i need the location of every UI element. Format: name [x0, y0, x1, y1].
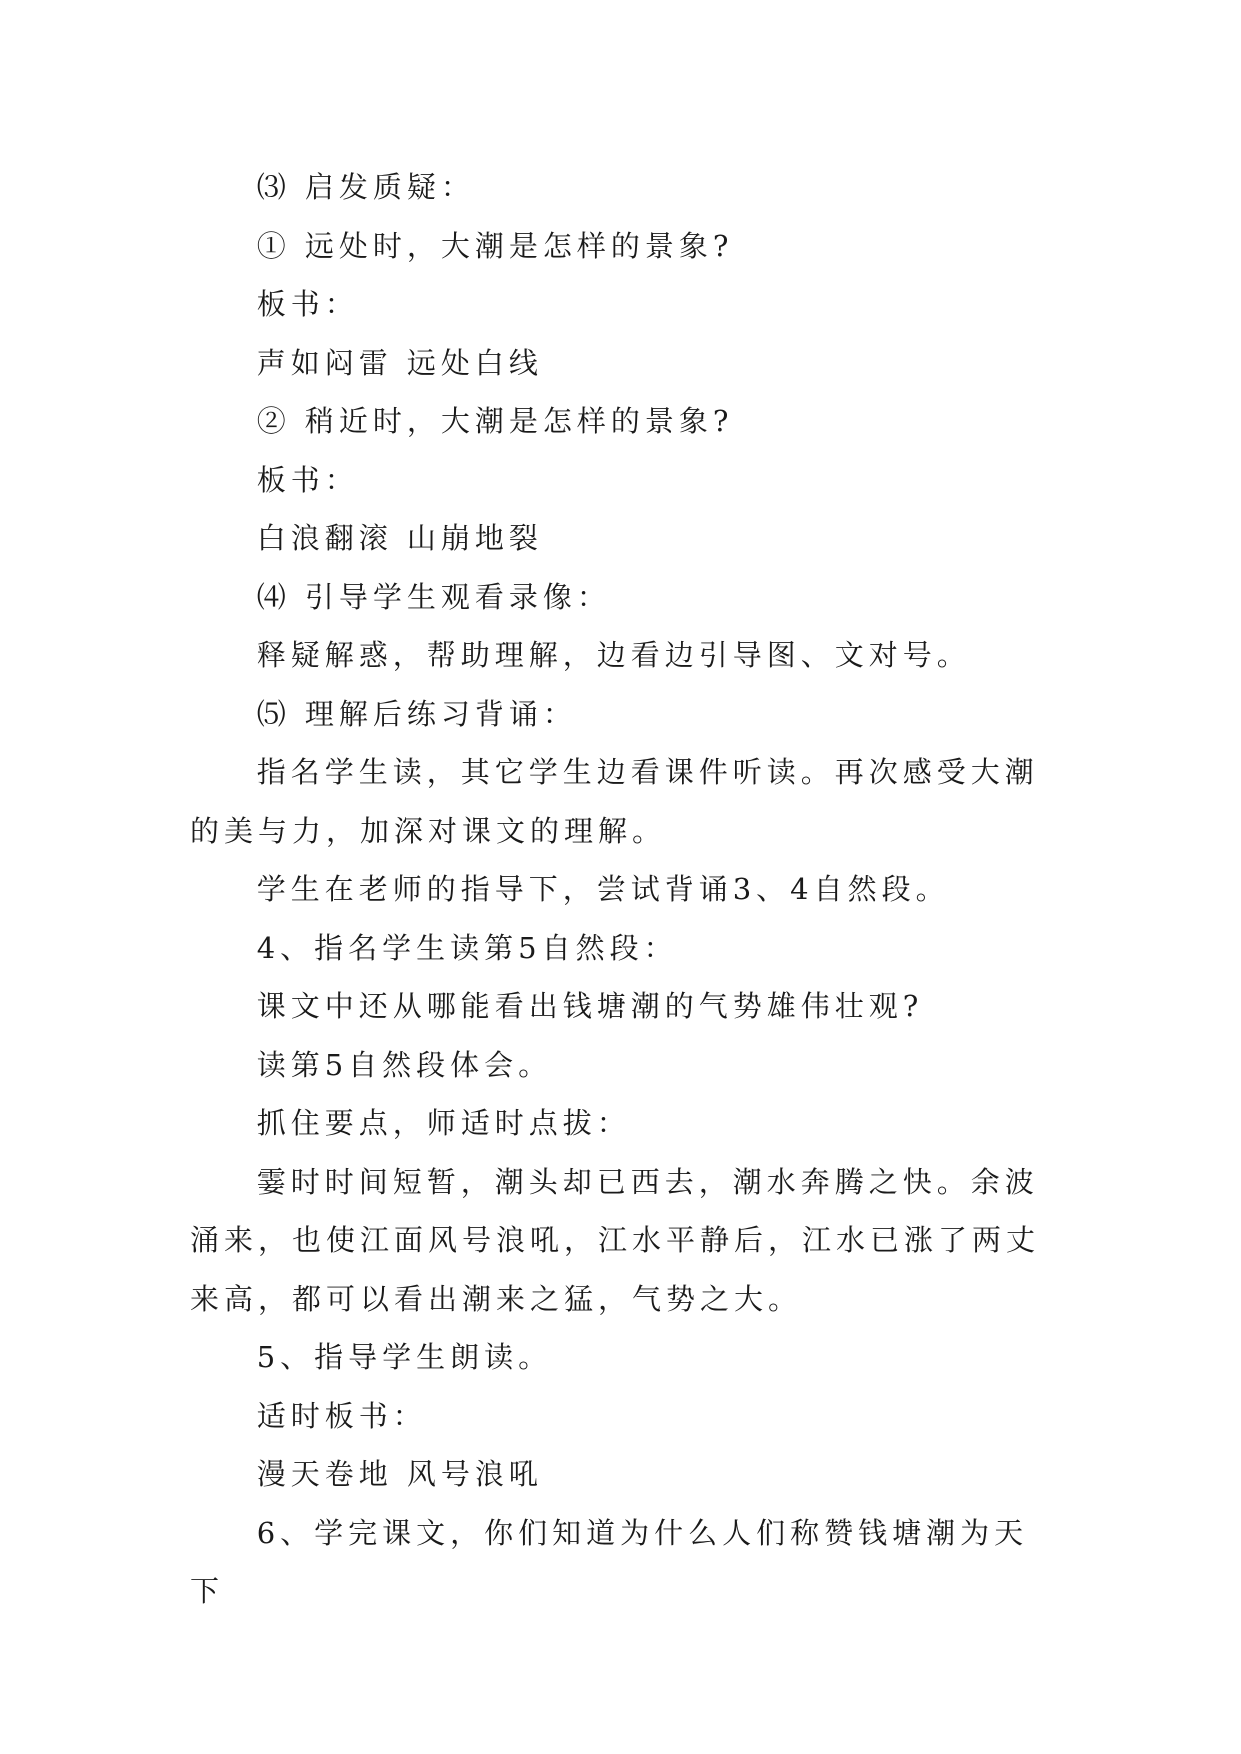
document-body	[190, 158, 1060, 1621]
paragraph: 5、指导学生朗读。	[256, 1340, 553, 1374]
paragraph: ① 远处时，大潮是怎样的景象?	[256, 228, 734, 263]
paragraph: ⑸ 理解后练习背诵：	[256, 696, 577, 731]
paragraph: 白浪翻滚 山崩地裂	[256, 521, 543, 555]
paragraph: 漫天卷地 风号浪吼	[256, 1457, 543, 1491]
paragraph: 板书：	[256, 287, 359, 321]
paragraph: 学生在老师的指导下，尝试背诵3、4自然段。	[256, 872, 950, 906]
paragraph: 声如闷雷 远处白线	[256, 345, 543, 380]
paragraph: ⑷ 引导学生观看录像：	[256, 579, 611, 614]
paragraph: 6、学完课文，你们知道为什么人们称赞钱塘潮为天下	[190, 1515, 1029, 1608]
paragraph: 霎时时间短暂，潮头却已西去，潮水奔腾之快。余波涌来，也使江面风号浪吼，江水平静后，江水已涨了两丈来高，都可以看出潮来之猛，气势之大。	[190, 1164, 1041, 1316]
paragraph: 指名学生读，其它学生边看课件听读。再次感受大潮的美与力，加深对课文的理解。	[190, 755, 1039, 848]
paragraph: 课文中还从哪能看出钱塘潮的气势雄伟壮观?	[256, 989, 924, 1023]
paragraph: 4、指名学生读第5自然段：	[256, 930, 678, 965]
paragraph: 抓住要点，师适时点拔：	[256, 1106, 631, 1140]
paragraph: 读第5自然段体会。	[256, 1047, 553, 1082]
paragraph: ② 稍近时，大潮是怎样的景象?	[256, 404, 734, 438]
paragraph: 板书：	[256, 462, 359, 497]
paragraph: 适时板书：	[256, 1398, 427, 1433]
paragraph: 释疑解惑，帮助理解，边看边引导图、文对号。	[256, 638, 971, 672]
paragraph: ⑶ 启发质疑：	[256, 170, 475, 204]
